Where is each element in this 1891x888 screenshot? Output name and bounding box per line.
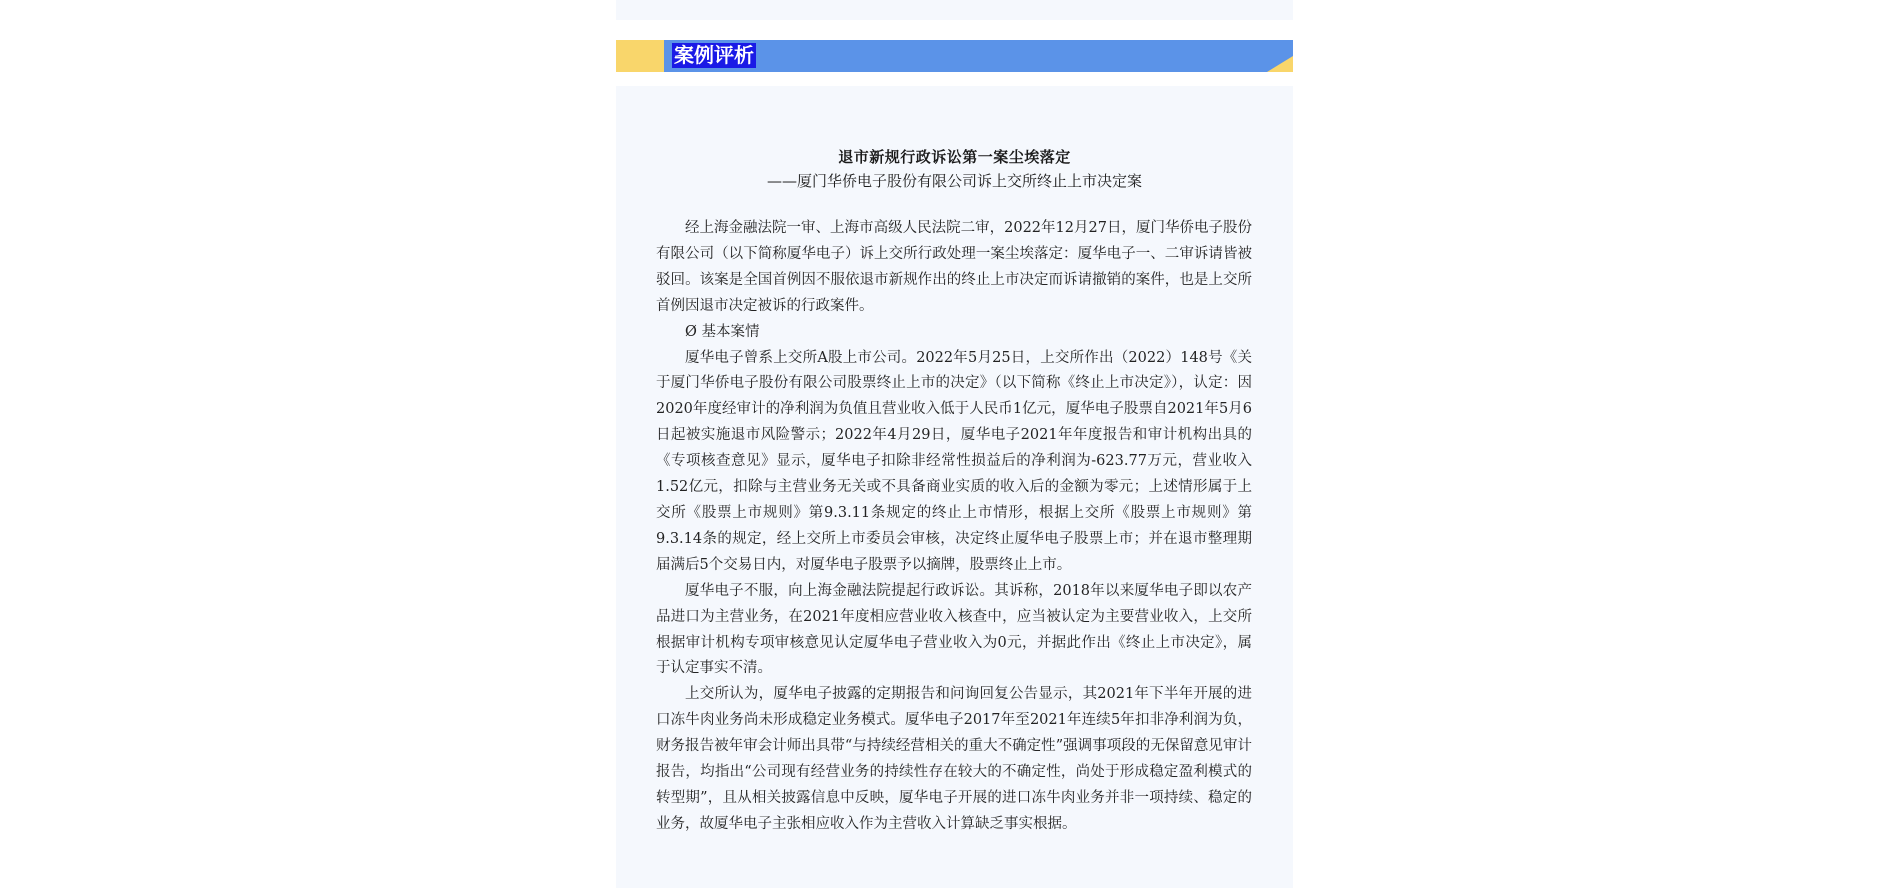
article-card — [616, 86, 1293, 888]
header-accent-tab — [616, 40, 664, 72]
header-bar — [664, 40, 1293, 72]
article-subtitle: ——厦门华侨电子股份有限公司诉上交所终止上市决定案 — [766, 172, 1142, 190]
article-body — [656, 216, 1252, 838]
article-paragraph-facts: 厦华电子曾系上交所A股上市公司。2022年5月25日，上交所作出（2022）148号《关于厦门华侨电子股份有限公司股票终止上市的决定》（以下简称《终止上市决定》），认定：因2020年度经审计的净利润为负值且营业收入低于人民币1亿元，厦华电子股票自2021年5月6日起被实施退市风险警示；2022年4月29日，厦华电子2021年年度报告和审计机构出具的《专项核查意见》显示，厦华电子扣除非经常性损益后的净利润为-623.77万元，营业收入1.52亿元，扣除与主营业务无关或不具备商业实质的收入后的金额为零元；上述情形属于上交所《股票上市规则》第9.3.11条规定的终止上市情形，根据上交所《股票上市规则》第9.3.14条的规定，经上交所上市委员会审核，决定终止厦华电子股票上市；并在退市整理期届满后5个交易日内，对厦华电子股票予以摘牌，股票终止上市。 — [656, 349, 1252, 573]
section-header — [616, 40, 1293, 72]
header-corner-fold — [1267, 56, 1293, 72]
article-paragraph-intro: 经上海金融法院一审、上海市高级人民法院二审，2022年12月27日，厦门华侨电子股份有限公司（以下简称厦华电子）诉上交所行政处理一案尘埃落定：厦华电子一、二审诉请皆被驳回。该案是全国首例因不服依退市新规作出的终止上市决定而诉请撤销的案件，也是上交所首例因退市决定被诉的行政案件。 — [656, 220, 1252, 314]
article-title: 退市新规行政诉讼第一案尘埃落定 — [838, 148, 1071, 166]
previous-section-card — [616, 0, 1293, 20]
section-title: 案例评析 — [674, 43, 754, 67]
article-subheading-basic-facts: Ø 基本案情 — [685, 323, 760, 340]
article-paragraph-plaintiff-claim: 厦华电子不服，向上海金融法院提起行政诉讼。其诉称，2018年以来厦华电子即以农产品进口为主营业务，在2021年度相应营业收入核查中，应当被认定为主要营业收入，上交所根据审计机构专项审核意见认定厦华电子营业收入为0元，并据此作出《终止上市决定》，属于认定事实不清。 — [656, 582, 1252, 677]
article-paragraph-exchange-response: 上交所认为，厦华电子披露的定期报告和问询回复公告显示，其2021年下半年开展的进口冻牛肉业务尚未形成稳定业务模式。厦华电子2017年至2021年连续5年扣非净利润为负，财务报告被年审会计师出具带“与持续经营相关的重大不确定性”强调事项段的无保留意见审计报告，均指出“公司现有经营业务的持续性存在较大的不确定性，尚处于形成稳定盈利模式的转型期”，且从相关披露信息中反映，厦华电子开展的进口冻牛肉业务并非一项持续、稳定的业务，故厦华电子主张相应收入作为主营收入计算缺乏事实根据。 — [656, 686, 1252, 832]
